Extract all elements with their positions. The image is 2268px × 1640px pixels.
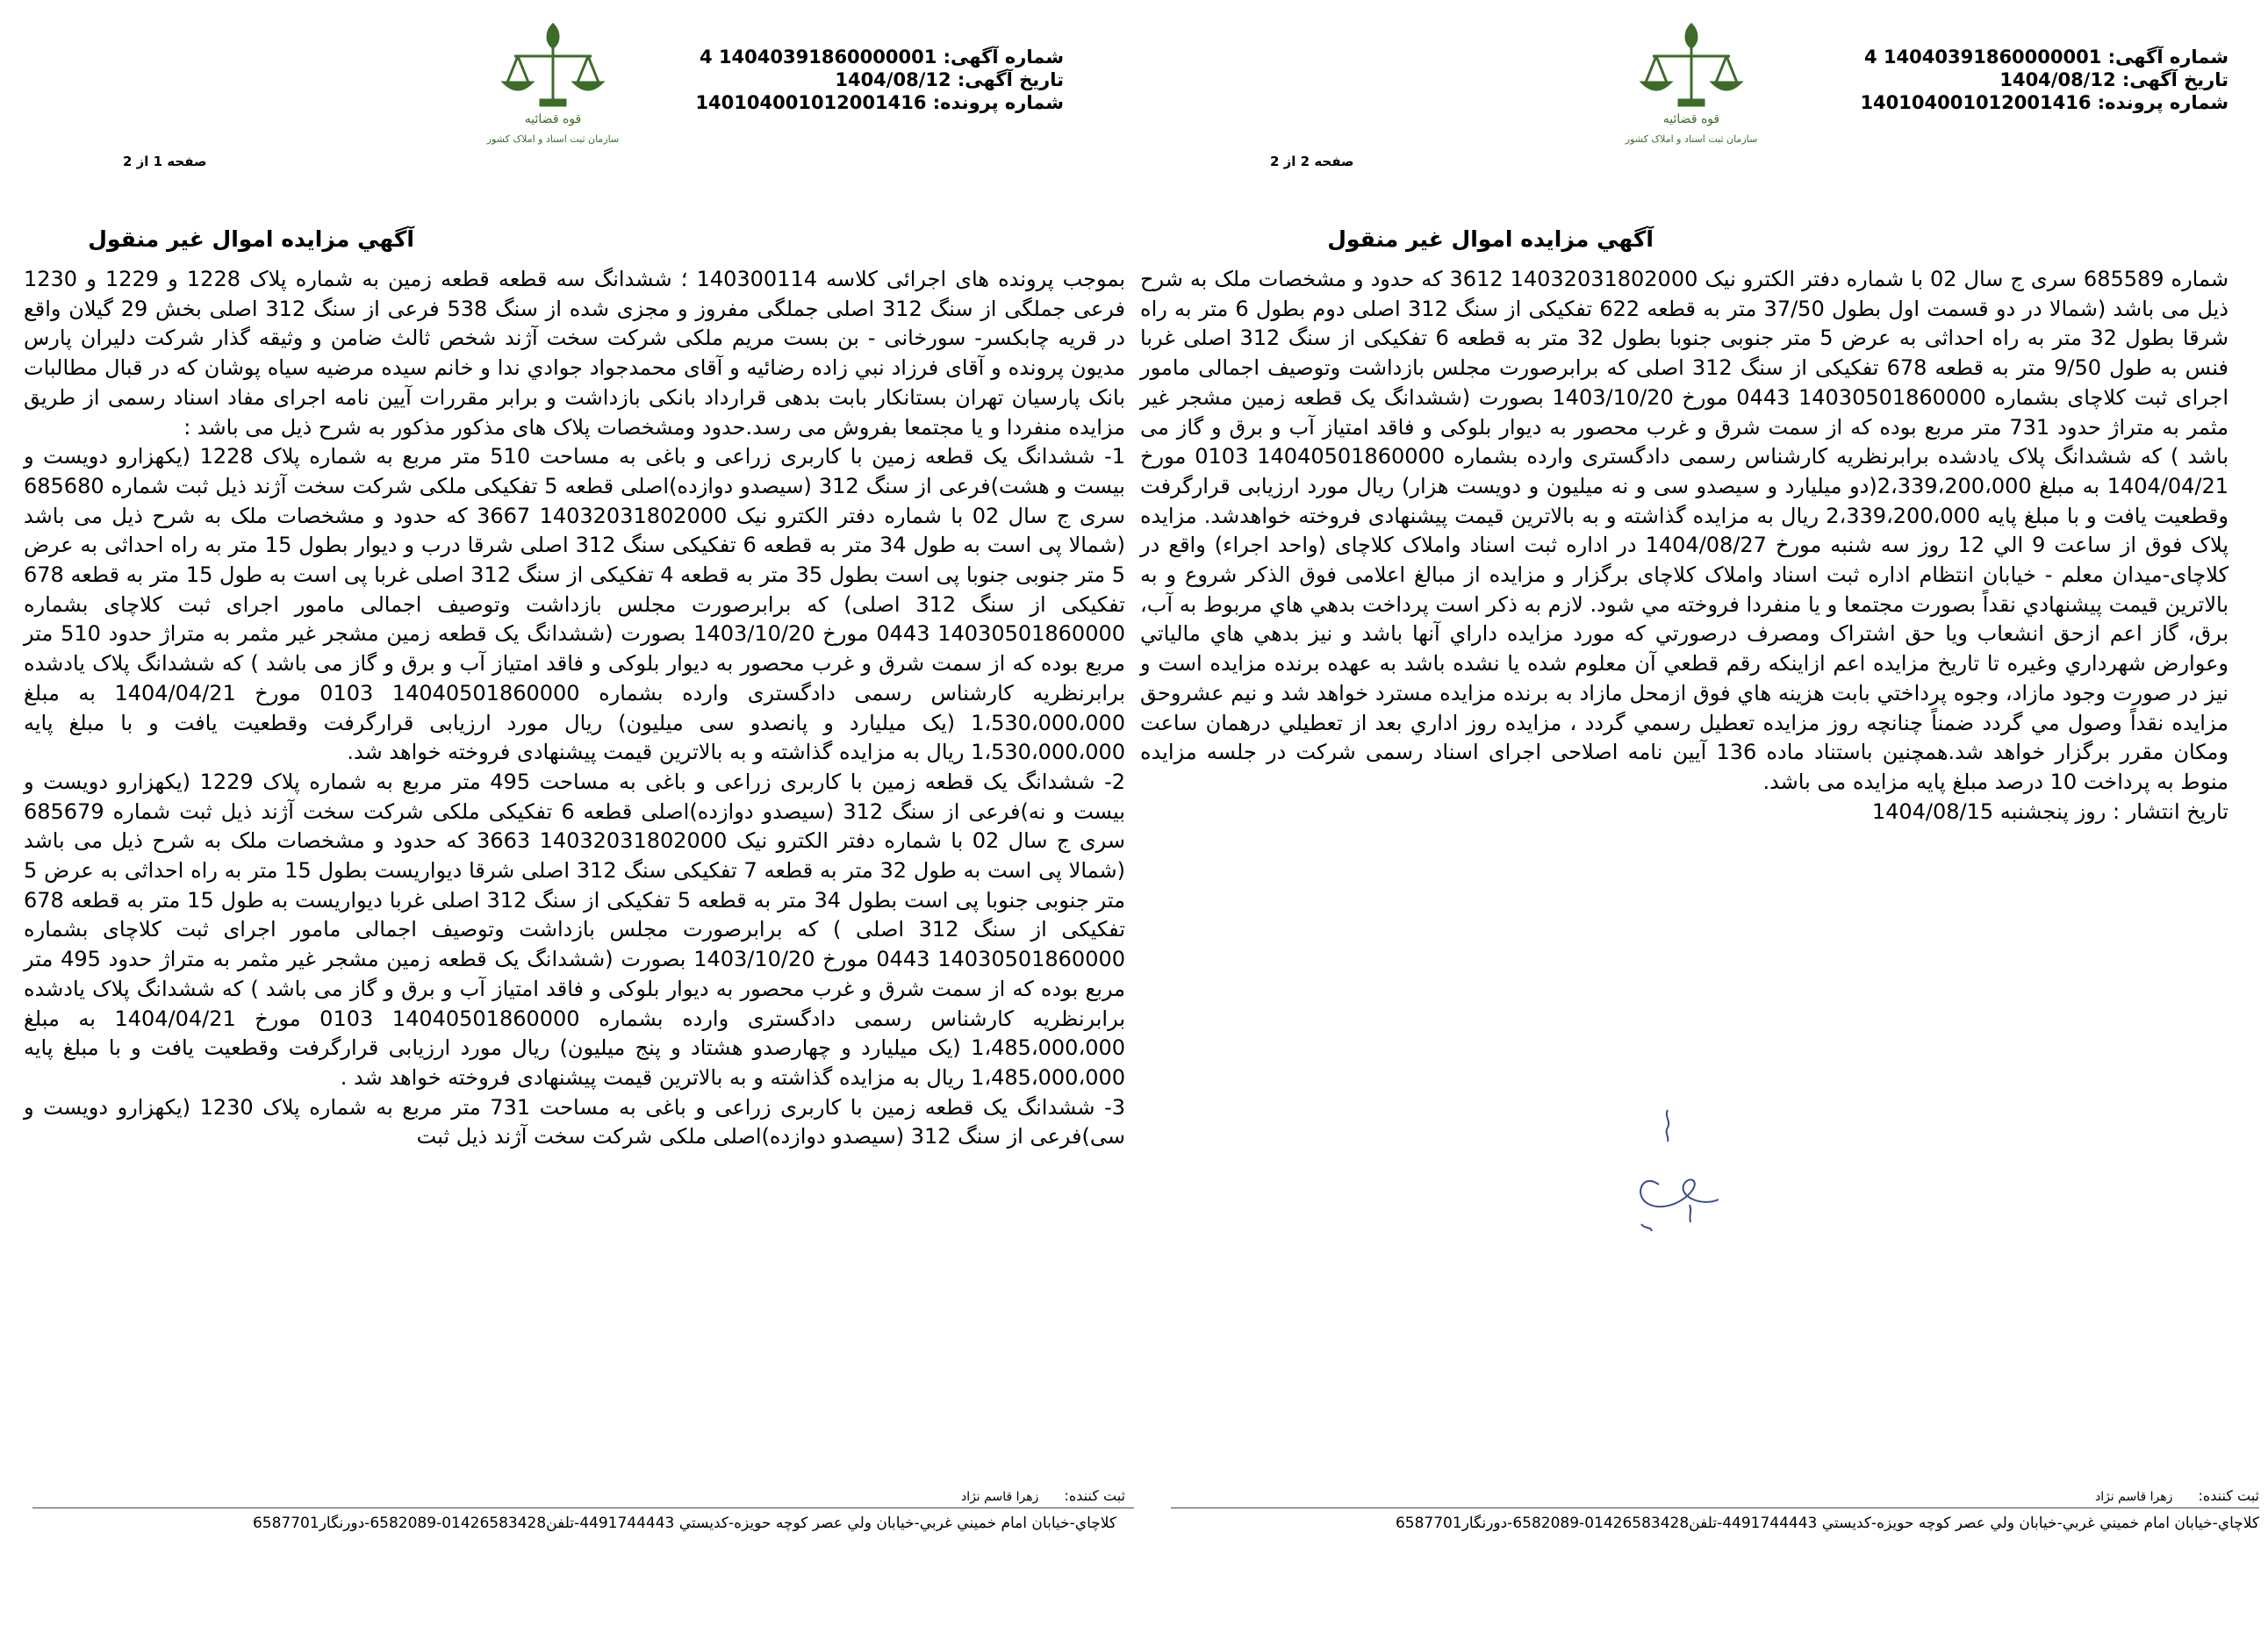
notice-page-2: [1134, 0, 2268, 1640]
ad-number-row: [695, 46, 1064, 68]
registrar-name: زهرا قاسم نژاد: [2094, 1490, 2173, 1504]
registrar-label: ثبت كننده:: [2198, 1487, 2259, 1504]
ad-number-row: [1860, 46, 2229, 68]
body-paragraph: 2- ششدانگ یک قطعه زمین با کاربری زراعی و باغی به مساحت 495 متر مربع به شماره پلاک 1229 (یکهزارو دویست و بیست و نه)فرعی از سنگ 312 (سیصدو دوازده)اصلی قطعه 6 تفکیکی ملکی شرکت سخت آژند ذیل ثبت شماره 685679 سری ج سال 02 با شماره دفتر الکترو نیک 14032031802000 3663 که حدود و مشخصات ملک به شرح ذیل می باشد (شمالا پی است به طول 32 متر به قطعه 7 تفکیکی سنگ 312 اصلی شرقا دیواریست بطول 15 متر به راه احداثی به عرض 5 متر جنوبی جنوبا پی است بطول 34 متر به قطعه 5 تفکیکی از سنگ 312 اصلی غربا دیواریست به طول 15 متر به قطعه 678 تفکیکی از سنگ 312 اصلی ) که برابرصورت مجلس بازداشت وتوصیف اجمالی مامور اجرای ثبت کلاچای بشماره 14030501860000 0443 مورخ 1403/10/20 بصورت (ششدانگ یک قطعه زمین مشجر غیر مثمر به متراژ حدود 495 متر مربع بوده که از سمت شرق و غرب محصور به دیوار بلوکی و فاقد امتیاز آب و برق و گاز می باشد ) که ششدانگ پلاک یادشده برابرنظریه کارشناس رسمی دادگستری وارده بشماره 14040501860000 0103 مورخ 1404/04/21 به مبلغ 1،485،000،000 (یک میلیارد و چهارصدو هشتاد و پنج میلیون) ریال مورد ارزیابی قرارگرفت وقطعیت یافت و با مبلغ پایه 1،485،000،000 ریال به مزایده گذاشته و به بالاترین قیمت پیشنهادی فروخته خواهد شد .: [24, 769, 1126, 1090]
ad-date-label: تاریخ آگهی:: [2121, 69, 2229, 90]
registrar-name: زهرا قاسم نژاد: [960, 1490, 1039, 1504]
ad-date-row: [1860, 68, 2229, 91]
page-number: صفحه 2 از 2: [1270, 154, 1354, 169]
judiciary-emblem-icon: [465, 18, 641, 158]
case-number-row: [695, 91, 1064, 114]
ad-date-value: 1404/08/12: [835, 69, 951, 90]
svg-text:قوه قضائیه: قوه قضائیه: [1662, 112, 1720, 126]
case-number-value: 140104001012001416: [695, 92, 927, 113]
ad-number-value: 14040391860000001 4: [700, 47, 937, 68]
ad-number-value: 14040391860000001 4: [1864, 47, 2102, 68]
office-address: كلاچاي-خيابان امام خميني غربي-خيابان ولي عصر كوچه حويزه-كديستي 4491744443-تلفن01426583428-6582089-دورنگار6587701: [252, 1515, 1116, 1532]
ad-number-label: شماره آگهی:: [2107, 47, 2229, 68]
case-number-value: 140104001012001416: [1860, 92, 2092, 113]
body-paragraph: شماره 685589 سری ج سال 02 با شماره دفتر الکترو نیک 14032031802000 3612 که حدود و مشخصات ملک به شرح ذیل می باشد (شمالا در دو قسمت اول بطول 37/50 متر به قطعه 622 تفکیکی از سنگ 312 اصلی دوم بطول 6 متر به راه شرقا بطول 32 متر به راه احداثی به عرض 5 متر جنوبی جنوبا بطول 32 متر به قطعه 6 تفکیکی از سنگ 312 اصلی غربا فنس به طول 9/50 متر به قطعه 678 تفکیکی از سنگ 312 اصلی که برابرصورت مجلس بازداشت وتوصیف اجمالی مامور اجرای ثبت کلاچای بشماره 14030501860000 0443 مورخ 1403/10/20 بصورت (ششدانگ یک قطعه زمین مشجر غیر مثمر به متراژ حدود 731 متر مربع بوده که از سمت شرق و غرب محصور به دیوار بلوکی و فاقد امتیاز آب و برق و گاز می باشد ) که ششدانگ پلاک یادشده برابرنظریه کارشناس رسمی دادگستری وارده بشماره 14040501860000 0103 مورخ 1404/04/21 به مبلغ 2،339،200،000(دو میلیارد و سیصدو سی و نه میلیون و دویست هزار) ریال مورد ارزیابی قرارگرفت وقطعیت یافت و با مبلغ پایه 2،339،200،000 ریال به مزایده گذاشته و به بالاترین قیمت پیشنهادی فروخته خواهدشد. مزایده پلاک فوق از ساعت 9 الي 12 روز سه شنبه مورخ 1404/08/27 در اداره ثبت اسناد واملاک کلاچای (واحد اجراء) واقع در کلاچای-میدان معلم - خیابان انتظام اداره ثبت اسناد واملاک کلاچای برگزار و مزایده از مبالغ اعلامی فوق الذکر شروع و به بالاترین قیمت پیشنهادي نقداً بصورت مجتمعا و یا منفردا فروخته مي شود. لازم به ذکر است پرداخت بدهي هاي مربوط به آب، برق، گاز اعم ازحق انشعاب ویا حق اشتراک ومصرف درصورتي که مورد مزایده داراي آنها باشد و نیز بدهي هاي مالیاتي وعوارض شهرداري وغیره تا تاریخ مزایده اعم ازاینکه رقم قطعي آن معلوم شده یا نشده باشد به عهده برنده مزایده است و نیز در صورت وجود مازاد، وجوه پرداختي بابت هزینه هاي فوق ازمحل مازاد به برنده مزایده مسترد خواهد شد و نیم عشروحق مزایده نقداً وصول مي گردد ضمناً چنانچه روز مزایده تعطیل رسمي گردد ، مزایده روز اداري بعد از تعطیلي درهمان ساعت ومکان مقرر برگزار خواهد شد.همچنین باستناد ماده 136 آیین نامه اصلاحی اجرای اسناد رسمی شرکت در جلسه مزایده منوط به پرداخت 10 درصد مبلغ پایه مزایده می باشد.: [1140, 267, 2229, 794]
registrar: [2095, 1487, 2259, 1504]
notice-meta: [1860, 46, 2229, 114]
case-number-label: شماره پرونده:: [932, 92, 1064, 113]
notice-meta: [695, 46, 1064, 114]
ad-date-label: تاریخ آگهی:: [957, 69, 1064, 90]
ad-number-label: شماره آگهی:: [943, 47, 1064, 68]
body-paragraph: 3- ششدانگ یک قطعه زمین با کاربری زراعی و باغی به مساحت 731 متر مربع به شماره پلاک 1230 (یکهزارو دویست و سی)فرعی از سنگ 312 (سیصدو دوازده)اصلی ملکی شرکت سخت آژند ذیل ثبت: [24, 1094, 1126, 1149]
judiciary-emblem-icon: [1604, 18, 1779, 158]
body-paragraph: 1- ششدانگ یک قطعه زمین با کاربری زراعی و باغی به مساحت 510 متر مربع به شماره پلاک 1228 (یکهزارو دویست و بیست و هشت)فرعی از سنگ 312 (سیصدو دوازده)اصلی قطعه 5 تفکیکی ملکی شرکت سخت آژند ذیل ثبت شماره 685680 سری ج سال 02 با شماره دفتر الکترو نیک 14032031802000 3667 که حدود و مشخصات ملک به شرح ذیل می باشد (شمالا پی است به طول 34 متر به قطعه 6 تفکیکی سنگ 312 اصلی شرقا درب و دیوار بطول 15 متر به راه احداثی به عرض 5 متر جنوبی جنوبا پی است بطول 35 متر به قطعه 4 تفکیکی از سنگ 312 اصلی غربا پی است به طول 15 متر به قطعه 678 تفکیکی از سنگ 312 اصلی) که برابرصورت مجلس بازداشت وتوصیف اجمالی مامور اجرای ثبت کلاچای بشماره 14030501860000 0443 مورخ 1403/10/20 بصورت (ششدانگ یک قطعه زمین مشجر غیر مثمر به متراژ حدود 510 متر مربع بوده که از سمت شرق و غرب محصور به دیوار بلوکی و فاقد امتیاز آب و برق و گاز می باشد ) که ششدانگ پلاک یادشده برابرنظریه کارشناس رسمی دادگستری وارده بشماره 14040501860000 0103 مورخ 1404/04/21 به مبلغ 1،530،000،000 (یک میلیارد و پانصدو سی میلیون) ریال مورد ارزیابی قرارگرفت وقطعیت یافت و با مبلغ پایه 1،530،000،000 ریال به مزایده گذاشته و به بالاترین قیمت پیشنهادی فروخته خواهد شد.: [24, 444, 1126, 765]
body-paragraph: بموجب پرونده های اجرائی کلاسه 140300114 ؛ ششدانگ سه قطعه قطعه زمین به شماره پلاک 1228 و 1229 و 1230 فرعی جملگی از سنگ 312 اصلی جملگی مفروز و مجزی شده از سنگ 538 فرعی از سنگ 312 اصلی بخش 29 گیلان واقع در قریه چابکسر- سورخانی - بن بست مریم ملکی شرکت سخت آژند شخص ثالث ضامن و وثیقه گذار شرکت دلیران پارس مدیون پرونده و آقای فرزاد نبي زاده رضائیه و آقای محمدجواد جوادي ندا و خانم سیده مرضیه سیاه پوشان که در قبال مطالبات بانک پارسیان تهران بستانکار بابت بدهی قرارداد بانکی بازداشت و برابر مقررات آیین نامه اجرای مفاد اسناد رسمی از طریق مزایده منفردا و یا مجتمعا بفروش می رسد.حدود ومشخصات پلاک های مذکور مذکور به شرح ذیل می باشد :: [24, 267, 1125, 440]
ad-date-value: 1404/08/12: [1999, 69, 2116, 90]
office-address: كلاچاي-خيابان امام خميني غربي-خيابان ولي عصر كوچه حويزه-كديستي 4491744443-تلفن01426583428-6582089-دورنگار6587701: [1395, 1515, 2259, 1532]
notice-title: آگهي مزايده اموال غير منقول: [88, 226, 414, 252]
publish-date: تاریخ انتشار : روز پنجشنبه 1404/08/15: [1871, 799, 2229, 824]
svg-text:قوه قضائیه: قوه قضائیه: [524, 112, 582, 126]
page-number: صفحه 1 از 2: [123, 154, 207, 169]
ad-date-row: [695, 68, 1064, 91]
notice-body: [24, 265, 1125, 1152]
svg-text:سازمان ثبت اسناد و املاک کشور: سازمان ثبت اسناد و املاک کشور: [486, 133, 620, 145]
svg-text:سازمان ثبت اسناد و املاک کشور: سازمان ثبت اسناد و املاک کشور: [1625, 133, 1758, 145]
case-number-row: [1860, 91, 2229, 114]
case-number-label: شماره پرونده:: [2097, 92, 2229, 113]
notice-body: [1140, 265, 2229, 827]
notice-title: آگهي مزايده اموال غير منقول: [1327, 226, 1654, 252]
registrar: [961, 1487, 1125, 1504]
registrar-label: ثبت كننده:: [1064, 1487, 1125, 1504]
signature-icon: [1606, 1101, 1729, 1250]
